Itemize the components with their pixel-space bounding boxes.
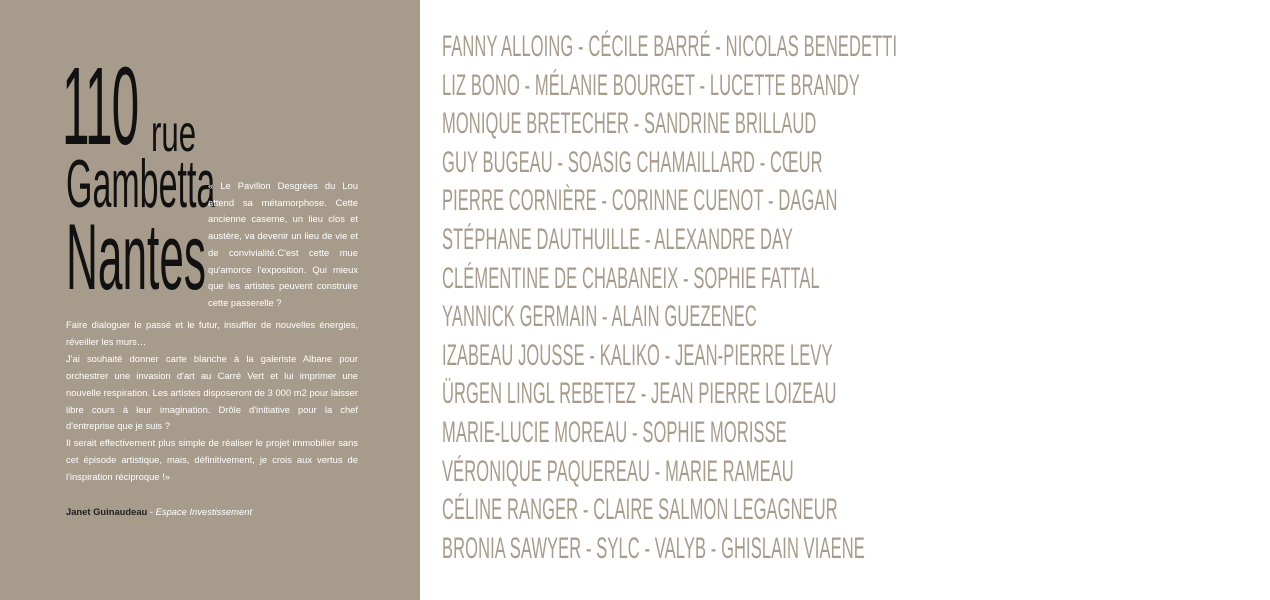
signature xyxy=(66,506,252,517)
signature-company: Espace Investissement xyxy=(155,506,253,517)
artist-line: PIERRE CORNIÈRE - CORINNE CUENOT - DAGAN xyxy=(442,184,838,218)
artist-line: FANNY ALLOING - CÉCILE BARRÉ - NICOLAS BENEDETTI xyxy=(442,30,898,63)
artist-list xyxy=(442,28,1270,568)
title-number: 110 xyxy=(62,45,139,168)
artist-line: LIZ BONO - MÉLANIE BOURGET - LUCETTE BRANDY xyxy=(442,68,860,102)
artist-line: STÉPHANE DAUTHUILLE - ALEXANDRE DAY xyxy=(442,222,794,256)
artist-line: IZABEAU JOUSSE - KALIKO - JEAN-PIERRE LEVY xyxy=(442,338,833,372)
artist-line: MONIQUE BRETECHER - SANDRINE BRILLAUD xyxy=(442,107,817,141)
quote-paragraph: Faire dialoguer le passé et le futur, insuffler de nouvelles énergies, réveiller les murs… xyxy=(66,319,358,347)
artist-line: YANNICK GERMAIN - ALAIN GUEZENEC xyxy=(442,300,757,334)
title-city: Nantes xyxy=(66,204,206,309)
artist-line: GUY BUGEAU - SOASIG CHAMAILLARD - CŒUR xyxy=(442,145,823,179)
quote-paragraph: J'ai souhaité donner carte blanche à la galeriste Albane pour orchestrer une invasion d'art au Carré Vert et lui imprimer une nouvelle respiration. Les artistes disposeront de 3 000 m2 pour laisser libre cours à leur imagination. Drôle d'initiative pour la chef d'entreprise que je suis ? xyxy=(66,352,358,432)
artist-line: ÜRGEN LINGL REBETEZ - JEAN PIERRE LOIZEAU xyxy=(442,377,837,411)
artist-line: MARIE-LUCIE MOREAU - SOPHIE MORISSE xyxy=(442,415,787,449)
title-street-type: rue xyxy=(151,105,197,163)
quote-body xyxy=(66,317,358,486)
signature-separator: - xyxy=(147,506,156,517)
left-panel xyxy=(0,0,420,600)
signature-name: Janet Guinaudeau xyxy=(66,506,148,517)
artist-line: VÉRONIQUE PAQUEREAU - MARIE RAMEAU xyxy=(442,454,794,488)
quote-intro: « Le Pavillon Desgrées du Lou attend sa métamorphose. Cette ancienne caserne, un lieu clos et austère, va devenir un lieu de vie et de convivialité.C'est cette mue qu'amorce l'exposition. Qui mieux que les artistes peuvent construire cette passerelle ? xyxy=(208,180,358,308)
quote-paragraph: Il serait effectivement plus simple de réaliser le projet immobilier sans cet épisode artistique, mais, définitivement, je crois aux vertus de l'inspiration réciproque !» xyxy=(66,437,358,483)
artist-line: BRONIA SAWYER - SYLC - VALYB - GHISLAIN VIAENE xyxy=(442,531,865,565)
artist-line: CÉLINE RANGER - CLAIRE SALMON LEGAGNEUR xyxy=(442,493,838,527)
artist-line: CLÉMENTINE DE CHABANEIX - SOPHIE FATTAL xyxy=(442,261,820,295)
title-street-name: Gambetta xyxy=(66,146,216,222)
